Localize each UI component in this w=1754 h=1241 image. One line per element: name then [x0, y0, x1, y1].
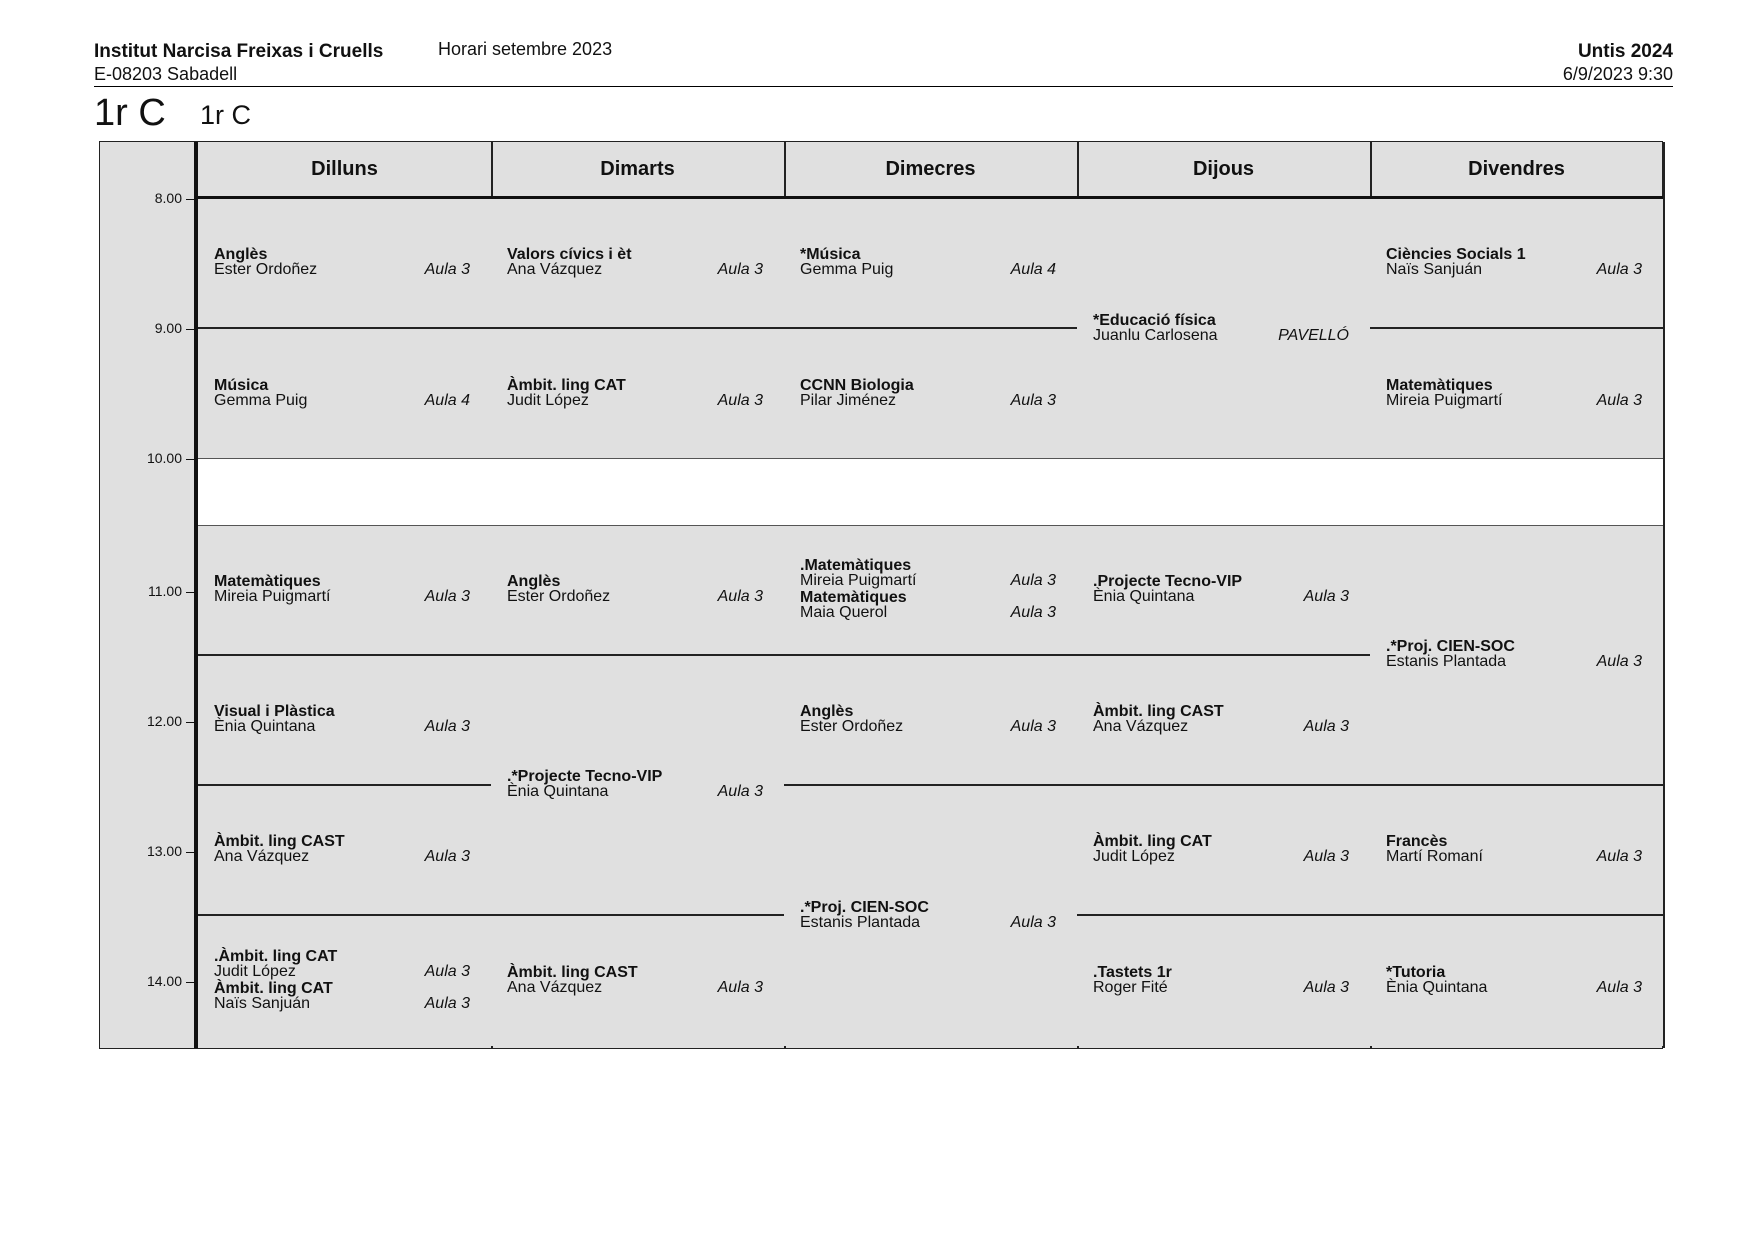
lesson-cell[interactable]	[1077, 199, 1370, 459]
lesson-content	[214, 575, 470, 605]
subject-label: Matemàtiques	[1386, 376, 1493, 394]
room-label: Aula 3	[1010, 604, 1056, 621]
lesson-cell[interactable]	[491, 916, 784, 1046]
lesson-entry	[507, 770, 763, 800]
room-label: Aula 3	[424, 718, 470, 735]
lesson-entry	[507, 248, 763, 278]
lesson-entry	[1386, 835, 1642, 865]
lesson-content	[507, 966, 763, 996]
lesson-content	[214, 705, 470, 735]
break-cell	[198, 459, 491, 526]
lesson-cell[interactable]	[784, 526, 1077, 656]
school-name: Institut Narcisa Freixas i Cruells	[94, 41, 384, 62]
room-label: Aula 4	[1010, 261, 1056, 278]
room-label: Aula 3	[717, 979, 763, 996]
subject-label: Ciències Socials 1	[1386, 246, 1526, 263]
break-cell	[1370, 459, 1663, 526]
lesson-content	[1386, 248, 1642, 278]
lesson-cell[interactable]	[491, 199, 784, 329]
lesson-entry	[1386, 966, 1642, 996]
subject-label: .*Proj. CIEN-SOC	[1386, 638, 1515, 655]
teacher-label: Mireia Puigmartí	[800, 572, 917, 589]
tick-mark	[186, 852, 194, 853]
print-datetime: 6/9/2023 9:30	[1562, 64, 1673, 84]
lesson-cell[interactable]	[1077, 916, 1370, 1046]
lesson-cell[interactable]	[198, 526, 491, 656]
lesson-cell[interactable]	[491, 329, 784, 459]
teacher-label: Ènia Quintana	[1386, 979, 1488, 996]
teacher-label: Ester Ordoñez	[214, 261, 318, 278]
school-city: E-08203 Sabadell	[94, 64, 238, 84]
lesson-entry	[1093, 966, 1349, 996]
lesson-cell[interactable]	[1370, 786, 1663, 916]
day-header: Divendres	[1370, 142, 1663, 199]
lesson-content	[1093, 311, 1349, 344]
lesson-content	[1386, 376, 1642, 409]
subject-label: Anglès	[800, 703, 854, 720]
subject-label: .*Proj. CIEN-SOC	[800, 899, 929, 916]
class-title: 1r C	[94, 92, 166, 134]
lesson-cell[interactable]	[491, 656, 784, 916]
teacher-label: Ènia Quintana	[507, 783, 609, 800]
room-label: Aula 3	[717, 588, 763, 605]
teacher-label: Pilar Jiménez	[800, 391, 897, 409]
day-column-dimarts	[491, 142, 786, 1048]
lesson-content	[1386, 966, 1642, 996]
lesson-entry	[214, 835, 470, 865]
subject-label: Àmbit. ling CAT	[214, 980, 333, 997]
lesson-cell[interactable]	[784, 656, 1077, 786]
teacher-label: Judit López	[1093, 848, 1175, 865]
lesson-cell[interactable]	[1370, 916, 1663, 1046]
room-label: Aula 3	[1596, 979, 1642, 996]
lesson-entry	[1093, 311, 1349, 344]
subject-label: .Tastets 1r	[1093, 964, 1172, 981]
lesson-cell[interactable]	[198, 199, 491, 329]
lesson-content	[214, 950, 470, 1012]
teacher-label: Maia Querol	[800, 604, 888, 621]
subject-label: Àmbit. ling CAST	[214, 833, 345, 850]
subject-label: .Àmbit. ling CAT	[214, 948, 338, 965]
lesson-content	[800, 901, 1056, 931]
room-label: Aula 3	[1596, 653, 1642, 670]
lesson-content	[214, 376, 470, 409]
lesson-entry	[800, 559, 1056, 589]
room-label: Aula 3	[424, 963, 470, 980]
page-header	[94, 38, 1673, 87]
lesson-entry	[1386, 640, 1642, 670]
lesson-content	[214, 248, 470, 278]
room-label: Aula 3	[424, 995, 470, 1012]
subject-label: Anglès	[507, 573, 561, 590]
time-label: 12.00	[146, 713, 182, 729]
lesson-entry	[800, 591, 1056, 621]
lesson-content	[800, 705, 1056, 735]
time-label: 13.00	[146, 843, 182, 859]
room-label: Aula 3	[1010, 391, 1056, 409]
lesson-content	[800, 248, 1056, 278]
lesson-content	[1093, 835, 1349, 865]
teacher-label: Juanlu Carlosena	[1093, 326, 1218, 344]
lesson-cell[interactable]	[784, 329, 1077, 459]
teacher-label: Naïs Sanjuán	[1386, 261, 1483, 278]
subject-label: .Matemàtiques	[800, 557, 912, 574]
lesson-entry	[800, 901, 1056, 931]
teacher-label: Ènia Quintana	[1093, 588, 1195, 605]
teacher-label: Ana Vázquez	[507, 261, 603, 278]
software-name: Untis 2024	[1577, 41, 1673, 62]
teacher-label: Estanis Plantada	[800, 914, 921, 931]
lesson-cell[interactable]	[198, 786, 491, 916]
room-label: Aula 3	[1596, 261, 1642, 278]
break-cell	[491, 459, 784, 526]
time-label: 10.00	[146, 450, 182, 466]
subject-label: Anglès	[214, 246, 268, 263]
room-label: Aula 3	[717, 783, 763, 800]
lesson-content	[1093, 575, 1349, 605]
lesson-cell[interactable]	[1077, 656, 1370, 786]
time-label: 8.00	[154, 190, 182, 206]
timetable-grid	[99, 141, 1663, 1049]
room-label: Aula 3	[424, 848, 470, 865]
lesson-content	[1093, 705, 1349, 735]
teacher-label: Gemma Puig	[214, 391, 308, 409]
day-column-dimecres	[784, 142, 1079, 1048]
subject-label: Àmbit. ling CAT	[1093, 833, 1212, 850]
tick-mark	[186, 722, 194, 723]
break-cell	[784, 459, 1077, 526]
lesson-content	[507, 575, 763, 605]
subject-label: Àmbit. ling CAT	[507, 376, 626, 394]
day-column-dijous	[1077, 142, 1372, 1048]
subject-label: Matemàtiques	[800, 589, 907, 606]
lesson-entry	[214, 575, 470, 605]
class-subtitle: 1r C	[200, 100, 252, 130]
teacher-label: Gemma Puig	[800, 261, 894, 278]
tick-mark	[186, 329, 194, 330]
day-column-divendres	[1370, 142, 1665, 1048]
tick-mark	[186, 459, 194, 460]
room-label: Aula 3	[1303, 848, 1349, 865]
subject-label: .Projecte Tecno-VIP	[1093, 573, 1243, 590]
room-label: Aula 3	[1596, 391, 1642, 409]
lesson-entry	[507, 376, 763, 409]
lesson-entry	[1093, 575, 1349, 605]
teacher-label: Judit López	[507, 391, 589, 409]
room-label: Aula 3	[424, 588, 470, 605]
teacher-label: Ana Vázquez	[1093, 718, 1189, 735]
time-column	[100, 142, 198, 1048]
day-column-dilluns	[198, 142, 493, 1048]
room-label: Aula 3	[1303, 718, 1349, 735]
tick-mark	[186, 982, 194, 983]
subject-label: Francès	[1386, 833, 1448, 850]
lesson-cell[interactable]	[784, 786, 1077, 1046]
teacher-label: Martí Romaní	[1386, 848, 1483, 865]
room-label: Aula 3	[717, 261, 763, 278]
lesson-cell[interactable]	[784, 199, 1077, 329]
subject-label: .*Projecte Tecno-VIP	[507, 768, 663, 785]
teacher-label: Judit López	[214, 963, 296, 980]
room-label: Aula 3	[424, 261, 470, 278]
day-header: Dilluns	[198, 142, 491, 199]
teacher-label: Ana Vázquez	[214, 848, 310, 865]
room-label: Aula 4	[424, 391, 470, 409]
lesson-entry	[1093, 705, 1349, 735]
lesson-cell[interactable]	[1370, 329, 1663, 459]
day-header: Dimecres	[784, 142, 1077, 199]
subject-label: Àmbit. ling CAST	[1093, 703, 1224, 720]
subject-label: Àmbit. ling CAST	[507, 964, 638, 981]
lesson-cell[interactable]	[1077, 786, 1370, 916]
lesson-cell[interactable]	[1077, 526, 1370, 656]
schedule-subtitle: Horari setembre 2023	[438, 39, 613, 59]
teacher-label: Naïs Sanjuán	[214, 995, 311, 1012]
lesson-content	[507, 770, 763, 800]
time-label: 11.00	[148, 583, 182, 599]
day-header: Dijous	[1077, 142, 1370, 199]
lesson-entry	[1093, 835, 1349, 865]
lesson-content	[800, 376, 1056, 409]
room-label: Aula 3	[1010, 914, 1056, 931]
room-label: Aula 3	[1303, 588, 1349, 605]
lesson-cell[interactable]	[198, 656, 491, 786]
tick-mark	[186, 592, 194, 593]
lesson-entry	[1386, 248, 1642, 278]
lesson-entry	[214, 982, 470, 1012]
lesson-cell[interactable]	[1370, 526, 1663, 786]
lesson-cell[interactable]	[198, 329, 491, 459]
lesson-content	[1093, 966, 1349, 996]
lesson-entry	[214, 705, 470, 735]
teacher-label: Ana Vázquez	[507, 979, 603, 996]
subject-label: Música	[214, 376, 269, 394]
lesson-entry	[800, 705, 1056, 735]
room-label: Aula 3	[717, 391, 763, 409]
subject-label: Matemàtiques	[214, 573, 321, 590]
lesson-content	[507, 376, 763, 409]
room-label: Aula 3	[1010, 572, 1056, 589]
teacher-label: Estanis Plantada	[1386, 653, 1507, 670]
lesson-cell[interactable]	[198, 916, 491, 1046]
lesson-entry	[214, 248, 470, 278]
subject-label: *Tutoria	[1386, 964, 1446, 981]
room-label: Aula 3	[1596, 848, 1642, 865]
break-cell	[1077, 459, 1370, 526]
time-label: 9.00	[154, 320, 182, 336]
teacher-label: Ènia Quintana	[214, 718, 316, 735]
subject-label: Valors cívics i èt	[507, 246, 632, 263]
lesson-cell[interactable]	[491, 526, 784, 656]
room-label: Aula 3	[1303, 979, 1349, 996]
day-header: Dimarts	[491, 142, 784, 199]
time-label: 14.00	[146, 973, 182, 989]
lesson-entry	[214, 950, 470, 980]
lesson-entry	[507, 575, 763, 605]
subject-label: *Educació física	[1093, 311, 1216, 329]
room-label: Aula 3	[1010, 718, 1056, 735]
teacher-label: Roger Fité	[1093, 979, 1168, 996]
lesson-entry	[214, 376, 470, 409]
teacher-label: Mireia Puigmartí	[1386, 391, 1503, 409]
subject-label: CCNN Biologia	[800, 376, 914, 394]
lesson-entry	[1386, 376, 1642, 409]
lesson-entry	[507, 966, 763, 996]
subject-label: *Música	[800, 246, 861, 263]
lesson-entry	[800, 248, 1056, 278]
lesson-cell[interactable]	[1370, 199, 1663, 329]
lesson-content	[800, 559, 1056, 621]
teacher-label: Mireia Puigmartí	[214, 588, 331, 605]
tick-mark	[186, 199, 194, 200]
lesson-entry	[800, 376, 1056, 409]
lesson-content	[1386, 640, 1642, 670]
lesson-content	[214, 835, 470, 865]
lesson-content	[507, 248, 763, 278]
lesson-content	[1386, 835, 1642, 865]
teacher-label: Ester Ordoñez	[507, 588, 611, 605]
subject-label: Visual i Plàstica	[214, 703, 335, 720]
teacher-label: Ester Ordoñez	[800, 718, 904, 735]
room-label: PAVELLÓ	[1278, 326, 1349, 344]
